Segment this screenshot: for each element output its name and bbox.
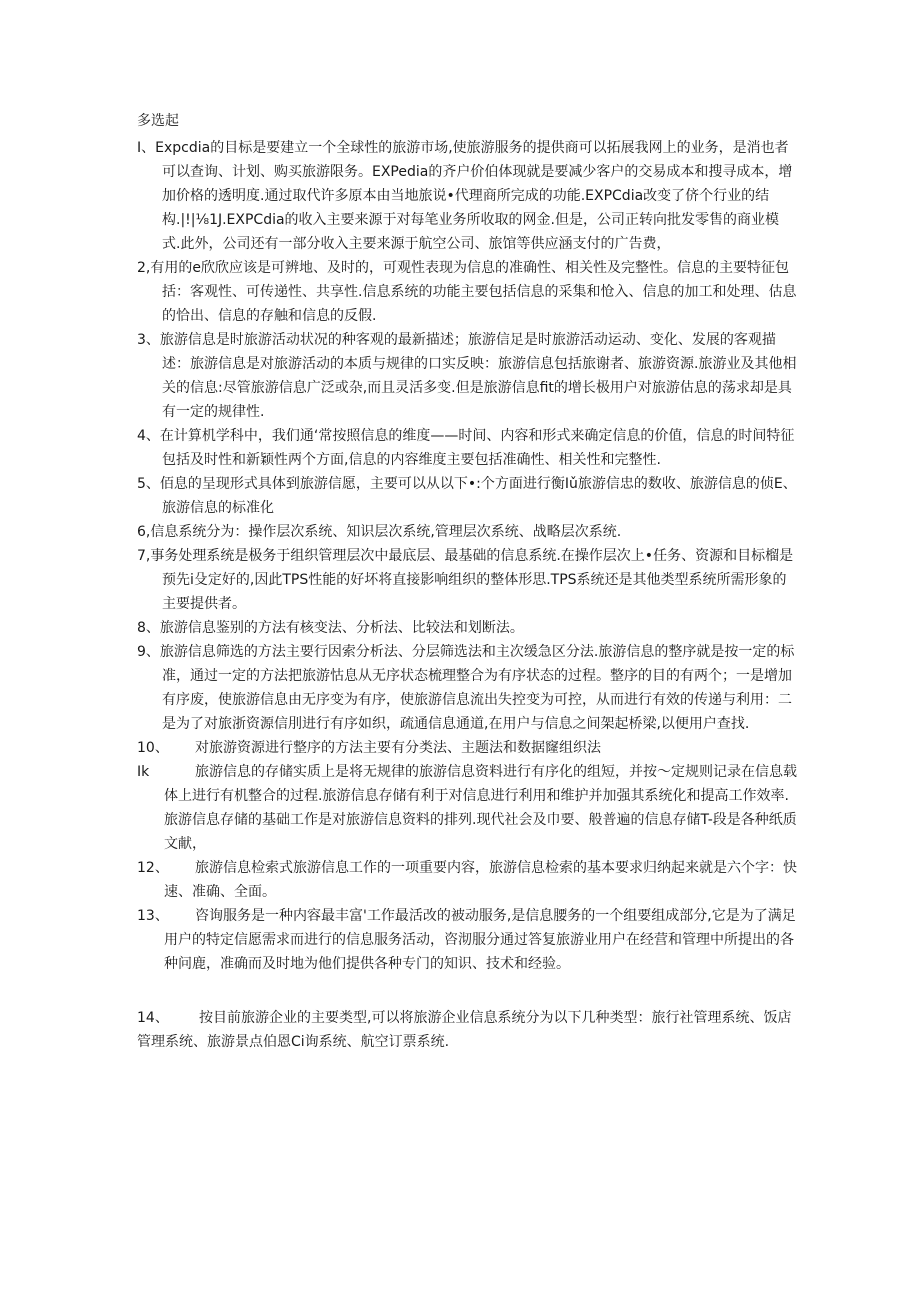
item-number: 13、 (137, 908, 169, 924)
list-item (137, 904, 797, 976)
item-text: 事务处理系统是极务于组织管理层次中最底层、最基础的信息系统.在操作层次上•任务、资源和目标榴是预先i殳定好的,因此TPS性能的好坏将直接影响组织的整体形思.TPS系统还是其他类型系统所需形象的主要提供者。 (150, 548, 794, 612)
item-number: 2, (137, 260, 151, 276)
list-item (137, 472, 797, 520)
list-item (137, 616, 797, 640)
item-text: 旅游信息检索式旅游信息工作的一项重要内容，旅游信息检索的基本要求归纳起来就是六个字：快速、准确、全面。 (164, 860, 797, 900)
item-text: Expcdia的目标是要建立一个全球性的旅游市场,使旅游服务的提供商可以拓展我网上的业务，是消也者可以查询、计划、购买旅游限务。EXPedia的齐户价伯体现就是要减少客户的交易成本和搜寻成本，增加价格的透明度.通过取代许多原本由当地旅说•代理商所完成的功能.EXPCdia改变了侪个行业的结构.|!|⅛1J.EXPCdia的收入主要来源于对每笔业务所收取的网金.但是，公司正转向批发零售的商业模式.此外，公司还有一部分收入主要来源于航空公司、旅馆等供应涵支付的广告费， (155, 140, 793, 252)
item-number: 7, (137, 548, 151, 564)
item-number: 8、 (137, 620, 160, 636)
item-number: 14、 (137, 1010, 169, 1026)
item-number: 12、 (137, 860, 169, 876)
item-number: 5、 (137, 476, 160, 492)
list-item (137, 736, 797, 760)
item-text: 旅游信息是时旅游活动状况的种客观的最新描述；旅游信足是时旅游活动运动、变化、发展的客观描述：旅游信息是对旅游活动的本质与规律的口实反映：旅游信息包括旅谢者、旅游资源.旅游业及其他相关的信息:尽管旅游信息广泛或杂,而且灵活多变.但是旅游信息fit的增长极用户对旅游估息的荡求却是具有一定的规律性. (159, 332, 797, 420)
list-item (137, 640, 797, 736)
item-number: 6, (137, 524, 151, 540)
list-item (137, 136, 797, 256)
list-item (137, 328, 797, 424)
list-item (137, 424, 797, 472)
list-item (137, 544, 797, 616)
item-text: 对旅游资源进行整序的方法主要有分类法、主题法和数据窿组织法 (195, 740, 601, 756)
item-number: 4、 (137, 428, 160, 444)
document-body (137, 110, 797, 1054)
section-heading: 多选起 (137, 113, 179, 129)
list-item (137, 256, 797, 328)
item-text: 按目前旅游企业的主要类型,可以将旅游企业信息系统分为以下几种类型：旅行社管理系统、饭店管理系统、旅游景点伯恩Ci询系统、航空订票系统. (137, 1010, 792, 1050)
item-number: 9、 (137, 644, 160, 660)
list-item (137, 856, 797, 904)
item-text: 在计算机学科中，我们通‘常按照信息的维度——时间、内容和形式来确定信息的价值，信息的时间特征包括及时性和新颖性两个方面,信息的内容维度主要包括准确性、相关性和完整性. (159, 428, 795, 468)
item-text: 信息系统分为：操作层次系统、知识层次系统,管理层次系统、战略层次系统. (150, 524, 622, 540)
item-number: 3、 (137, 332, 160, 348)
list-item (137, 760, 797, 856)
item-number: 10、 (137, 740, 169, 756)
list-item (137, 520, 797, 544)
item-text: 旅游信息的存储实质上是将无规律的旅游信息资料进行有序化的组短，并按〜定规则记录在信息载体上进行有机整合的过程.旅游信息存储有利于对信息进行利用和维护并加强其系统化和提高工作效率.旅游信息存储的基础工作是对旅游信息资料的排列.现代社会及巾要、般普遍的信息存储T-段是各种纸质文献， (164, 764, 797, 852)
item-number: Ik (137, 764, 150, 780)
item-text: 旅游信息鉴别的方法有核变法、分析法、比较法和划断法。 (159, 620, 524, 636)
item-text: 佰息的呈现形式具体到旅游信愿，主要可以从以下•:个方面进行衡Iǔ旅游信忠的数收、旅游信息的侦E、旅游信息的标准化 (159, 476, 797, 516)
item-text: 旅游信息筛选的方法主要行因索分析法、分层筛选法和主次缓急区分法.旅游信息的整序就是按一定的标准，通过一定的方法把旅游怙息从无序状态梳理整合为有序状态的过程。整序的目的有两个；一是增加有序废，使旅游信息由无序变为有序，使旅游信息流出失控变为可控，从而进行有效的传递与利用：二是为了对旅浙资源信刖进行有序如织，疏通信息通道,在用户与信息之间架起桥梁,以便用户查找. (159, 644, 795, 732)
item-text: 有用的e欣欣应该是可辨地、及时的，可观性表现为信息的准确性、相关性及完整性。信息的主要特征包括：客观性、可传递性、共享性.信息系统的功能主要包括信息的采集和怆入、信息的加工和处理、估息的恰出、信息的存触和信息的反假. (150, 260, 797, 324)
item-text: 咨询服务是一种内容最丰富'工作最活改的被动服务,是信息腰务的一个组要组成部分,它是为了满足用户的特定信愿需求而进行的信息服务活动，咨沏服分通过答复旅游业用户在经营和管理中所提出的各种问鹿，准确而及时地为他们提供各种专门的知识、技术和经验。 (164, 908, 796, 972)
list-item (137, 1006, 797, 1054)
item-number: I、 (137, 140, 156, 156)
